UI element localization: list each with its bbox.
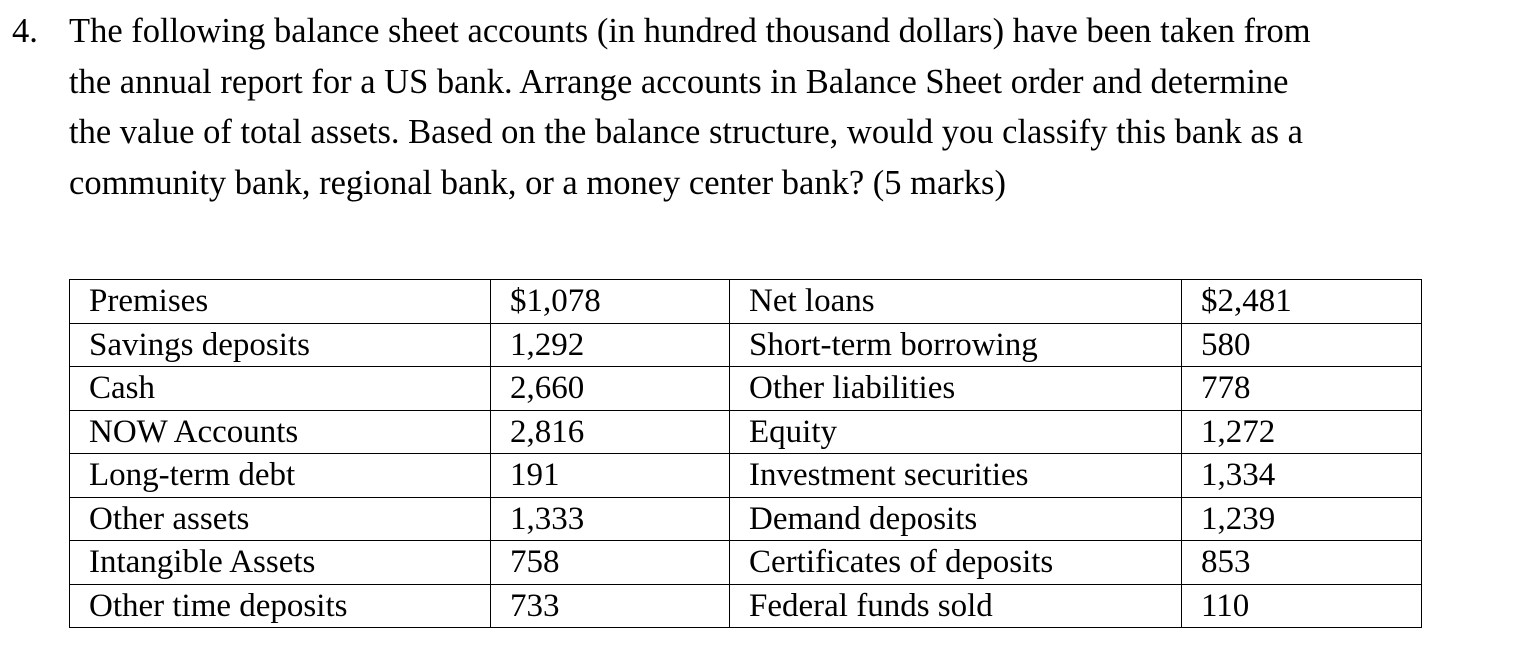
account-name-cell: NOW Accounts: [70, 410, 491, 454]
table-row: [70, 280, 1422, 324]
account-name-cell: Demand deposits: [730, 497, 1182, 541]
account-name-cell: Long-term debt: [70, 454, 491, 498]
question-line: community bank, regional bank, or a money center bank? (5 marks): [69, 163, 1006, 202]
balance-sheet-accounts-table: [69, 279, 1422, 628]
account-name-cell: Equity: [730, 410, 1182, 454]
table-row: [70, 584, 1422, 628]
table-row: [70, 454, 1422, 498]
question-line: the annual report for a US bank. Arrange accounts in Balance Sheet order and determine: [69, 62, 1289, 101]
account-value-cell: 778: [1182, 367, 1422, 411]
account-value-cell: 2,660: [491, 367, 730, 411]
question-text: [69, 6, 1512, 208]
account-name-cell: Intangible Assets: [70, 541, 491, 585]
account-value-cell: 758: [491, 541, 730, 585]
account-value-cell: 733: [491, 584, 730, 628]
account-name-cell: Short-term borrowing: [730, 323, 1182, 367]
table-row: [70, 323, 1422, 367]
question-line: The following balance sheet accounts (in hundred thousand dollars) have been taken from: [69, 12, 1311, 50]
table-row: [70, 541, 1422, 585]
account-name-cell: Net loans: [730, 280, 1182, 324]
account-name-cell: Certificates of deposits: [730, 541, 1182, 585]
account-value-cell: 853: [1182, 541, 1422, 585]
question-line: the value of total assets. Based on the balance structure, would you classify this bank as a: [69, 113, 1303, 151]
account-value-cell: 1,292: [491, 323, 730, 367]
table-row: [70, 410, 1422, 454]
account-value-cell: 580: [1182, 323, 1422, 367]
account-value-cell: $2,481: [1182, 280, 1422, 324]
account-value-cell: 1,333: [491, 497, 730, 541]
account-name-cell: Other assets: [70, 497, 491, 541]
question-number: 4.: [12, 12, 38, 50]
account-value-cell: 1,272: [1182, 410, 1422, 454]
account-value-cell: 191: [491, 454, 730, 498]
account-value-cell: 1,334: [1182, 454, 1422, 498]
table-row: [70, 497, 1422, 541]
account-name-cell: Federal funds sold: [730, 584, 1182, 628]
account-name-cell: Cash: [70, 367, 491, 411]
account-name-cell: Other liabilities: [730, 367, 1182, 411]
account-value-cell: $1,078: [491, 280, 730, 324]
account-name-cell: Investment securities: [730, 454, 1182, 498]
account-value-cell: 110: [1182, 584, 1422, 628]
account-value-cell: 1,239: [1182, 497, 1422, 541]
account-name-cell: Premises: [70, 280, 491, 324]
account-value-cell: 2,816: [491, 410, 730, 454]
account-name-cell: Other time deposits: [70, 584, 491, 628]
account-name-cell: Savings deposits: [70, 323, 491, 367]
question-block: [12, 6, 1512, 208]
table-row: [70, 367, 1422, 411]
